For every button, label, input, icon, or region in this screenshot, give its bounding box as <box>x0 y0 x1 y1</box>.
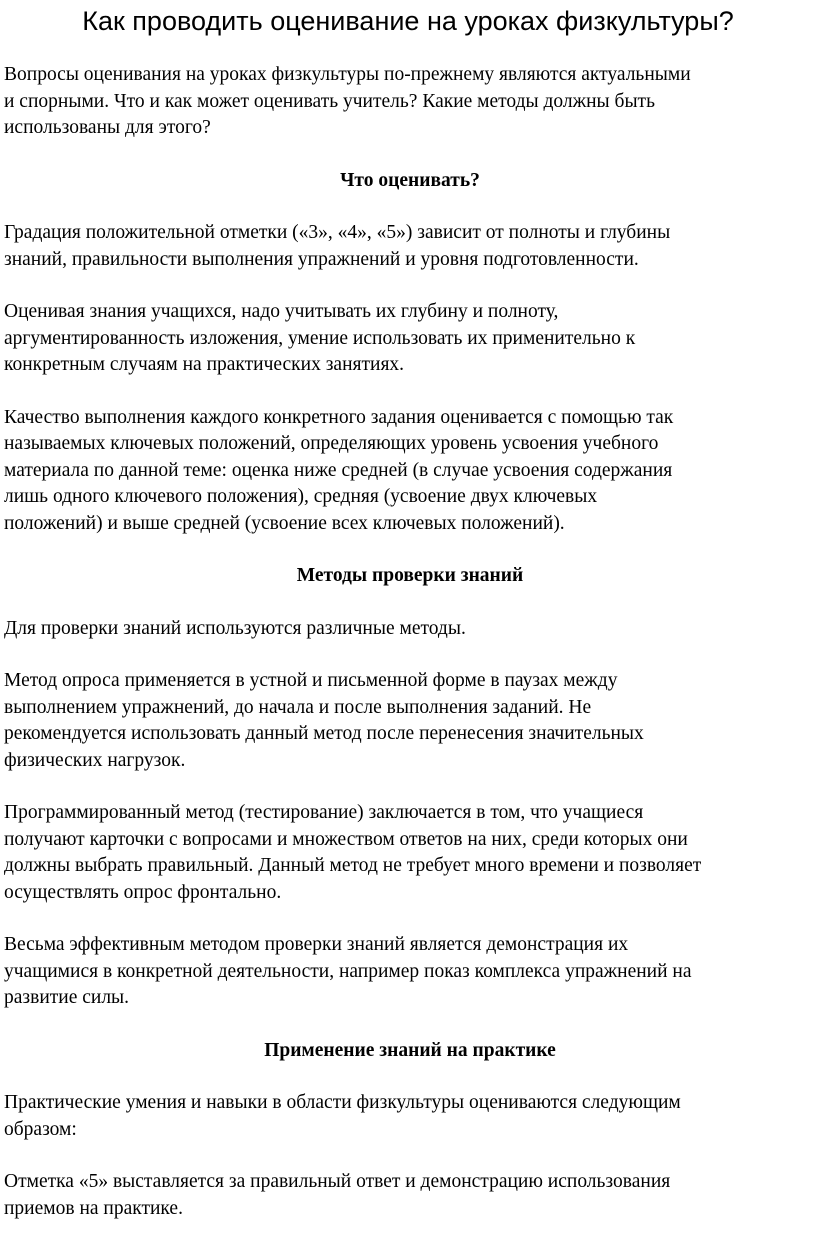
paragraph: Программированный метод (тестирование) заключается в том, что учащиеся получают карточки с вопросами и множеством ответов на них, среди которых они должны выбрать правильный. Данный метод не требует много времени и позволяет осуществлять опрос фронтально. <box>4 802 702 903</box>
paragraph: Отметка «5» выставляется за правильный ответ и демонстрацию использования приемов на практике. <box>4 1171 671 1219</box>
section-knowledge-check-methods <box>4 563 816 1012</box>
document-body <box>4 62 816 1248</box>
paragraph: Оценивая знания учащихся, надо учитывать их глубину и полноту, аргументированность изложения, умение использовать их применительно к конкретным случаям на практических занятиях. <box>4 301 636 375</box>
paragraph: Градация положительной отметки («3», «4», «5») зависит от полноты и глубины знаний, правильности выполнения упражнений и уровня подготовленности. <box>4 222 671 270</box>
section-heading: Применение знаний на практике <box>264 1039 556 1061</box>
section-what-to-assess <box>4 168 816 538</box>
intro-paragraph: Вопросы оценивания на уроках физкультуры по-прежнему являются актуальными и спорными. Что и как может оценивать учитель? Какие методы должны быть использованы для этого? <box>4 64 691 138</box>
section-heading: Что оценивать? <box>340 169 480 191</box>
paragraph: Метод опроса применяется в устной и письменной форме в паузах между выполнением упражнений, до начала и после выполнения заданий. Не рекомендуется использовать данный метод после перенесения значительных физических нагрузок. <box>4 670 644 771</box>
section-heading: Методы проверки знаний <box>296 565 524 586</box>
paragraph: Весьма эффективным методом проверки знаний является демонстрация их учащимися в конкретной деятельности, например показ комплекса упражнений на развитие силы. <box>4 934 692 1008</box>
paragraph: Практические умения и навыки в области физкультуры оцениваются следующим образом: <box>4 1092 681 1140</box>
document-title: Как проводить оценивание на уроках физкультуры? <box>82 6 734 36</box>
paragraph: Качество выполнения каждого конкретного задания оценивается с помощью так называемых ключевых положений, определяющих уровень усвоения учебного материала по данной теме: оценка ниже средней (в случае усвоения содержания лишь одного ключевого положения), средняя (усвоение двух ключевых положений) и выше средней (усвоение всех ключевых положений). <box>4 406 674 534</box>
paragraph: Для проверки знаний используются различные методы. <box>4 617 466 639</box>
section-applying-knowledge <box>4 1038 816 1223</box>
